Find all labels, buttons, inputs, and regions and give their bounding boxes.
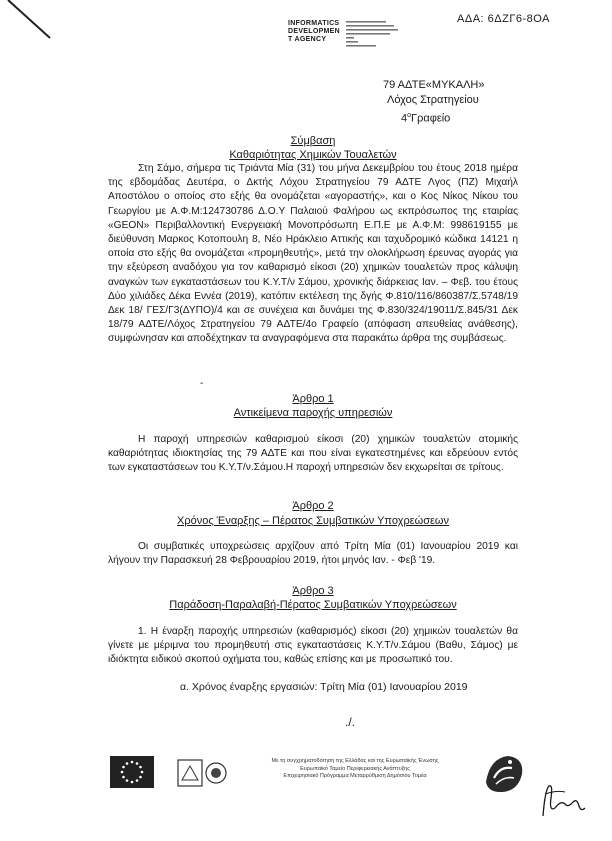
espa-logo-icon [480, 752, 528, 796]
footer-text-line: Επιχειρησιακό Πρόγραμμα Μεταρρύθμιση Δημόσιου Τομέα [283, 773, 427, 779]
intro-paragraph: Στη Σάμο, σήμερα τις Τριάντα Μία (31) του μήνα Δεκεμβρίου του έτους 2018 ημέρα της εβδομάδας Δευτέρα, ο Δκτής Λόχου Στρατηγείου 79 ΑΔΤΕ Λγος (ΠΖ) Μιχαήλ Αποστόλου ο οποίος στο εξής θα ονομάζεται «αγοραστής», και ο Κος Νίκος Νίκου του Γεωργίου με Α.Φ.Μ:124730786 Δ.Ο.Υ Παλαιού Φαλήρου ως εκπρόσωπος της εταιρίας «GEON» Περιβαλλοντική Ενεργειακή Μονοπρόσωπη Ε.Π.Ε με Α.Φ.Μ: 998619155 με διεύθυνση Μαρκος Κοτοπουλη 8, Νέο Ηράκλειο Αττικής και ταχυδρομικό κώδικα 14121 η οποία στο εξής θα ονομάζεται «προμηθευτής», μετά την ολοκλήρωση έρευνας αγοράς για την εξεύρεση αναδόχου για τον καθαρισμό είκοσι (20) χημικών τουαλετών προς κάλυψη αναγκών των εγκαταστάσεων του Κ.Υ.Τ/ν Σάμου, χρονικής διάρκειας Ιαν. – Φεβ. του έτους Δύο χιλιάδες Δέκα Εννέα (2019), κατόπιν εκτέλεση της δγής Φ.810/116/860387/Σ.5748/19 Δεκ 18/ ΓΕΣ/Γ3(ΔΥΠΟ)/4 και σε συνέχεια και δυνάμει της Φ.830/324/19011/Σ.845/31 Δεκ 18/79 ΑΔΤΕ/Λόχος Στρατηγείου 79 ΑΔΤΕ/4ο Γραφείο (απόφαση απευθείας ανάθεσης), συμφώνησαν και αποδέχτηκαν τα αναγραφόμενα στα παρακάτω άρθρα της συμβάσεως. [108, 163, 518, 345]
agency-logo-line: DEVELOPMEN [288, 28, 341, 35]
agency-small-print [346, 20, 406, 54]
corner-scan-mark [6, 0, 54, 40]
footer-funding-text [240, 758, 470, 781]
agency-logo [288, 20, 340, 44]
agency-logo-line: T AGENCY [288, 36, 327, 43]
article-3-text: 1. Η έναρξη παροχής υπηρεσιών (καθαρισμός) είκοσι (20) χημικών τουαλετών θα γίνετε με μέριμνα του προμηθευτή στις εγκαταστάσεις Κ.Υ.Τ/ν.Σάμου (Βαθυ, Σάμος) με ιδιόκτητα ειδικού σκοπού οχήματα του, καθώς επίσης και με προσωπικό του. [108, 626, 518, 666]
document-subtitle: Καθαριότητας Χημικών Τουαλετών [229, 149, 397, 161]
programme-logo-icon [172, 754, 232, 792]
article-2-heading: Άρθρο 2 [292, 500, 334, 512]
article-3-heading: Άρθρο 3 [292, 585, 334, 597]
article-1-text: Η παροχή υπηρεσιών καθαρισμού είκοσι (20) χημικών τουαλετών ατομικής καθαριότητας ιδιοκτησίας της 79 ΑΔΤΕ και που είναι εγκατεστημένες και εδρεύουν εντός των εγκαταστάσεων του Κ.Υ.Τ/ν.Σάμου.Η παροχή υπηρεσιών δεν εκχωρείται σε τρίτους. [108, 434, 518, 474]
footer-text-line: Με τη συγχρηματοδότηση της Ελλάδας και της Ευρωπαϊκής Ένωσης [271, 758, 439, 764]
article-3-subitem: α. Χρόνος έναρξης εργασιών: Τρίτη Μία (01) Ιανουαρίου 2019 [180, 681, 468, 693]
agency-logo-line: INFORMATICS [288, 20, 340, 27]
article-2-text: Οι συμβατικές υποχρεώσεις αρχίζουν από Τρίτη Μία (01) Ιανουαρίου 2019 και λήγουν την Παρασκευή 28 Φεβρουαρίου 2019, ήτοι μηνός Ιαν. - Φεβ '19. [108, 541, 518, 567]
handwritten-signature [535, 778, 590, 823]
ada-code: ΑΔΑ: 6ΔΖΓ6-8ΟΑ [457, 13, 550, 25]
unit-office [383, 108, 485, 127]
unit-office-sup: ο [407, 112, 412, 119]
article-3-subheading: Παράδοση-Παραλαβή-Πέρατος Συμβατικών Υποχρεώσεων [169, 599, 457, 611]
article-2-subheading: Χρόνος Έναρξης – Πέρατος Συμβατικών Υποχρεώσεων [177, 515, 449, 527]
continuation-mark: ./. [345, 715, 356, 729]
article-1-heading: Άρθρο 1 [292, 393, 334, 405]
stray-mark: - [200, 378, 204, 389]
unit-block [383, 78, 485, 127]
document-title: Σύμβαση [290, 135, 336, 147]
footer-text-line: Ευρωπαϊκό Ταμείο Περιφερειακής Ανάπτυξης [300, 765, 410, 772]
article-1-subheading: Αντικείμενα παροχής υπηρεσιών [233, 407, 393, 419]
unit-office-number: 4 [401, 112, 408, 125]
eu-flag-icon [110, 756, 154, 788]
unit-company: Λόχος Στρατηγείου [387, 94, 479, 106]
unit-office-text: Γραφείο [411, 112, 451, 125]
unit-name: 79 ΑΔΤΕ«ΜΥΚΑΛΗ» [383, 79, 485, 91]
